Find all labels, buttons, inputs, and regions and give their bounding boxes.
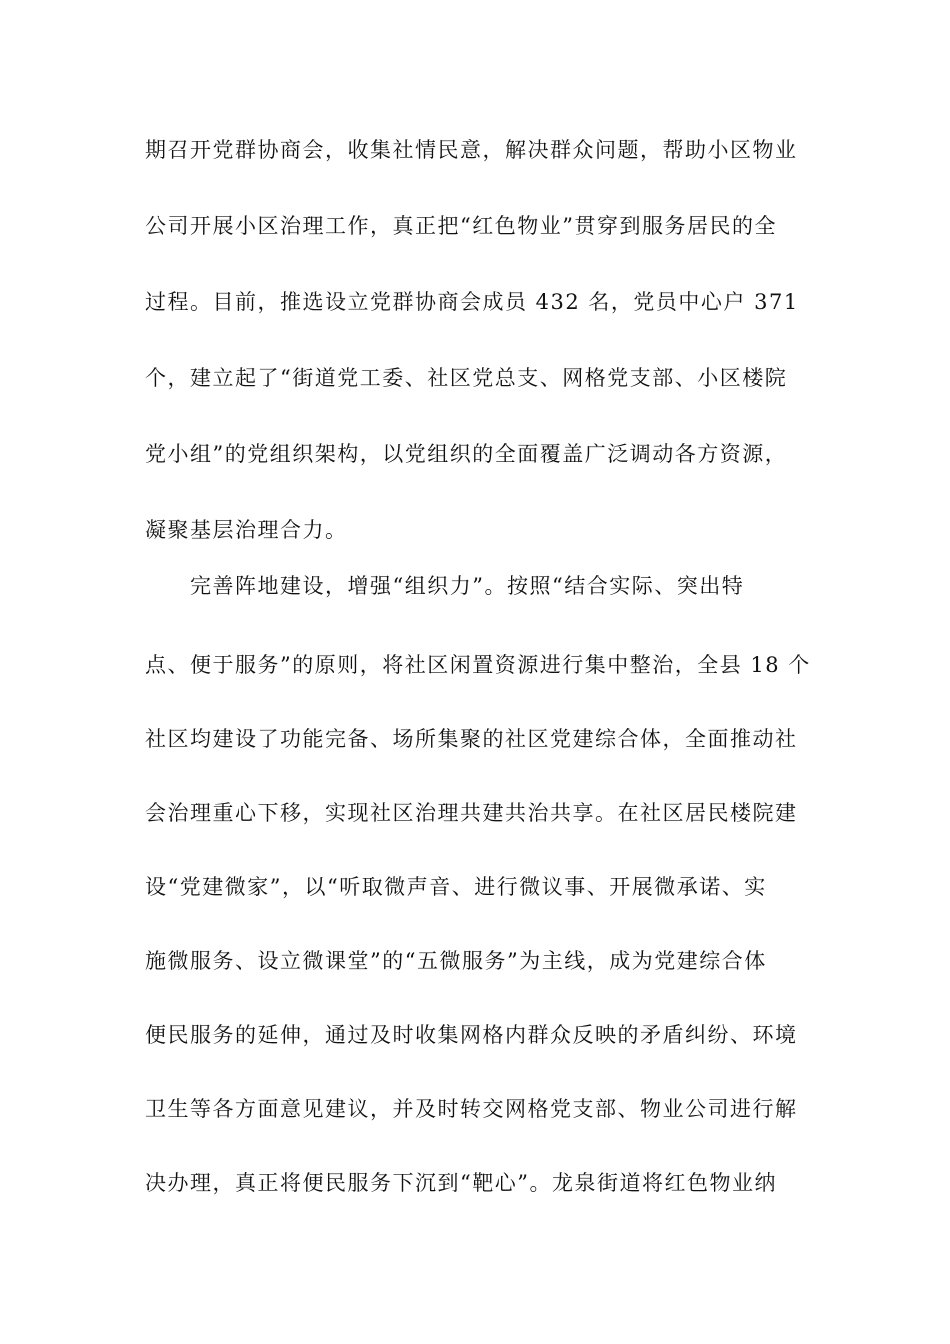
paragraph-first-line: 完善阵地建设，增强“组织力”。按照“结合实际、突出特: [190, 574, 745, 598]
text-line: 公司开展小区治理工作，真正把“红色物业”贯穿到服务居民的全: [145, 214, 777, 238]
text-line: 设“党建微家”，以“听取微声音、进行微议事、开展微承诺、实: [145, 875, 767, 899]
text-line: 会治理重心下移，实现社区治理共建共治共享。在社区居民楼院建: [145, 801, 798, 825]
text-line: 点、便于服务”的原则，将社区闲置资源进行集中整治，全县 18 个: [145, 653, 811, 677]
text-line: 个，建立起了“街道党工委、社区党总支、网格党支部、小区楼院: [145, 366, 788, 390]
text-line: 期召开党群协商会，收集社情民意，解决群众问题，帮助小区物业: [145, 138, 798, 162]
text-line: 党小组”的党组织架构，以党组织的全面覆盖广泛调动各方资源，: [145, 442, 788, 466]
text-line: 便民服务的延伸，通过及时收集网格内群众反映的矛盾纠纷、环境: [145, 1023, 798, 1047]
text-line: 过程。目前，推选设立党群协商会成员 432 名，党员中心户 371: [145, 290, 799, 314]
text-line: 施微服务、设立微课堂”的“五微服务”为主线，成为党建综合体: [145, 949, 767, 973]
text-line: 决办理，真正将便民服务下沉到“靶心”。龙泉街道将红色物业纳: [145, 1171, 777, 1195]
text-line: 凝聚基层治理合力。: [145, 518, 348, 542]
text-line: 社区均建设了功能完备、场所集聚的社区党建综合体，全面推动社: [145, 727, 798, 751]
text-line: 卫生等各方面意见建议，并及时转交网格党支部、物业公司进行解: [145, 1097, 798, 1121]
